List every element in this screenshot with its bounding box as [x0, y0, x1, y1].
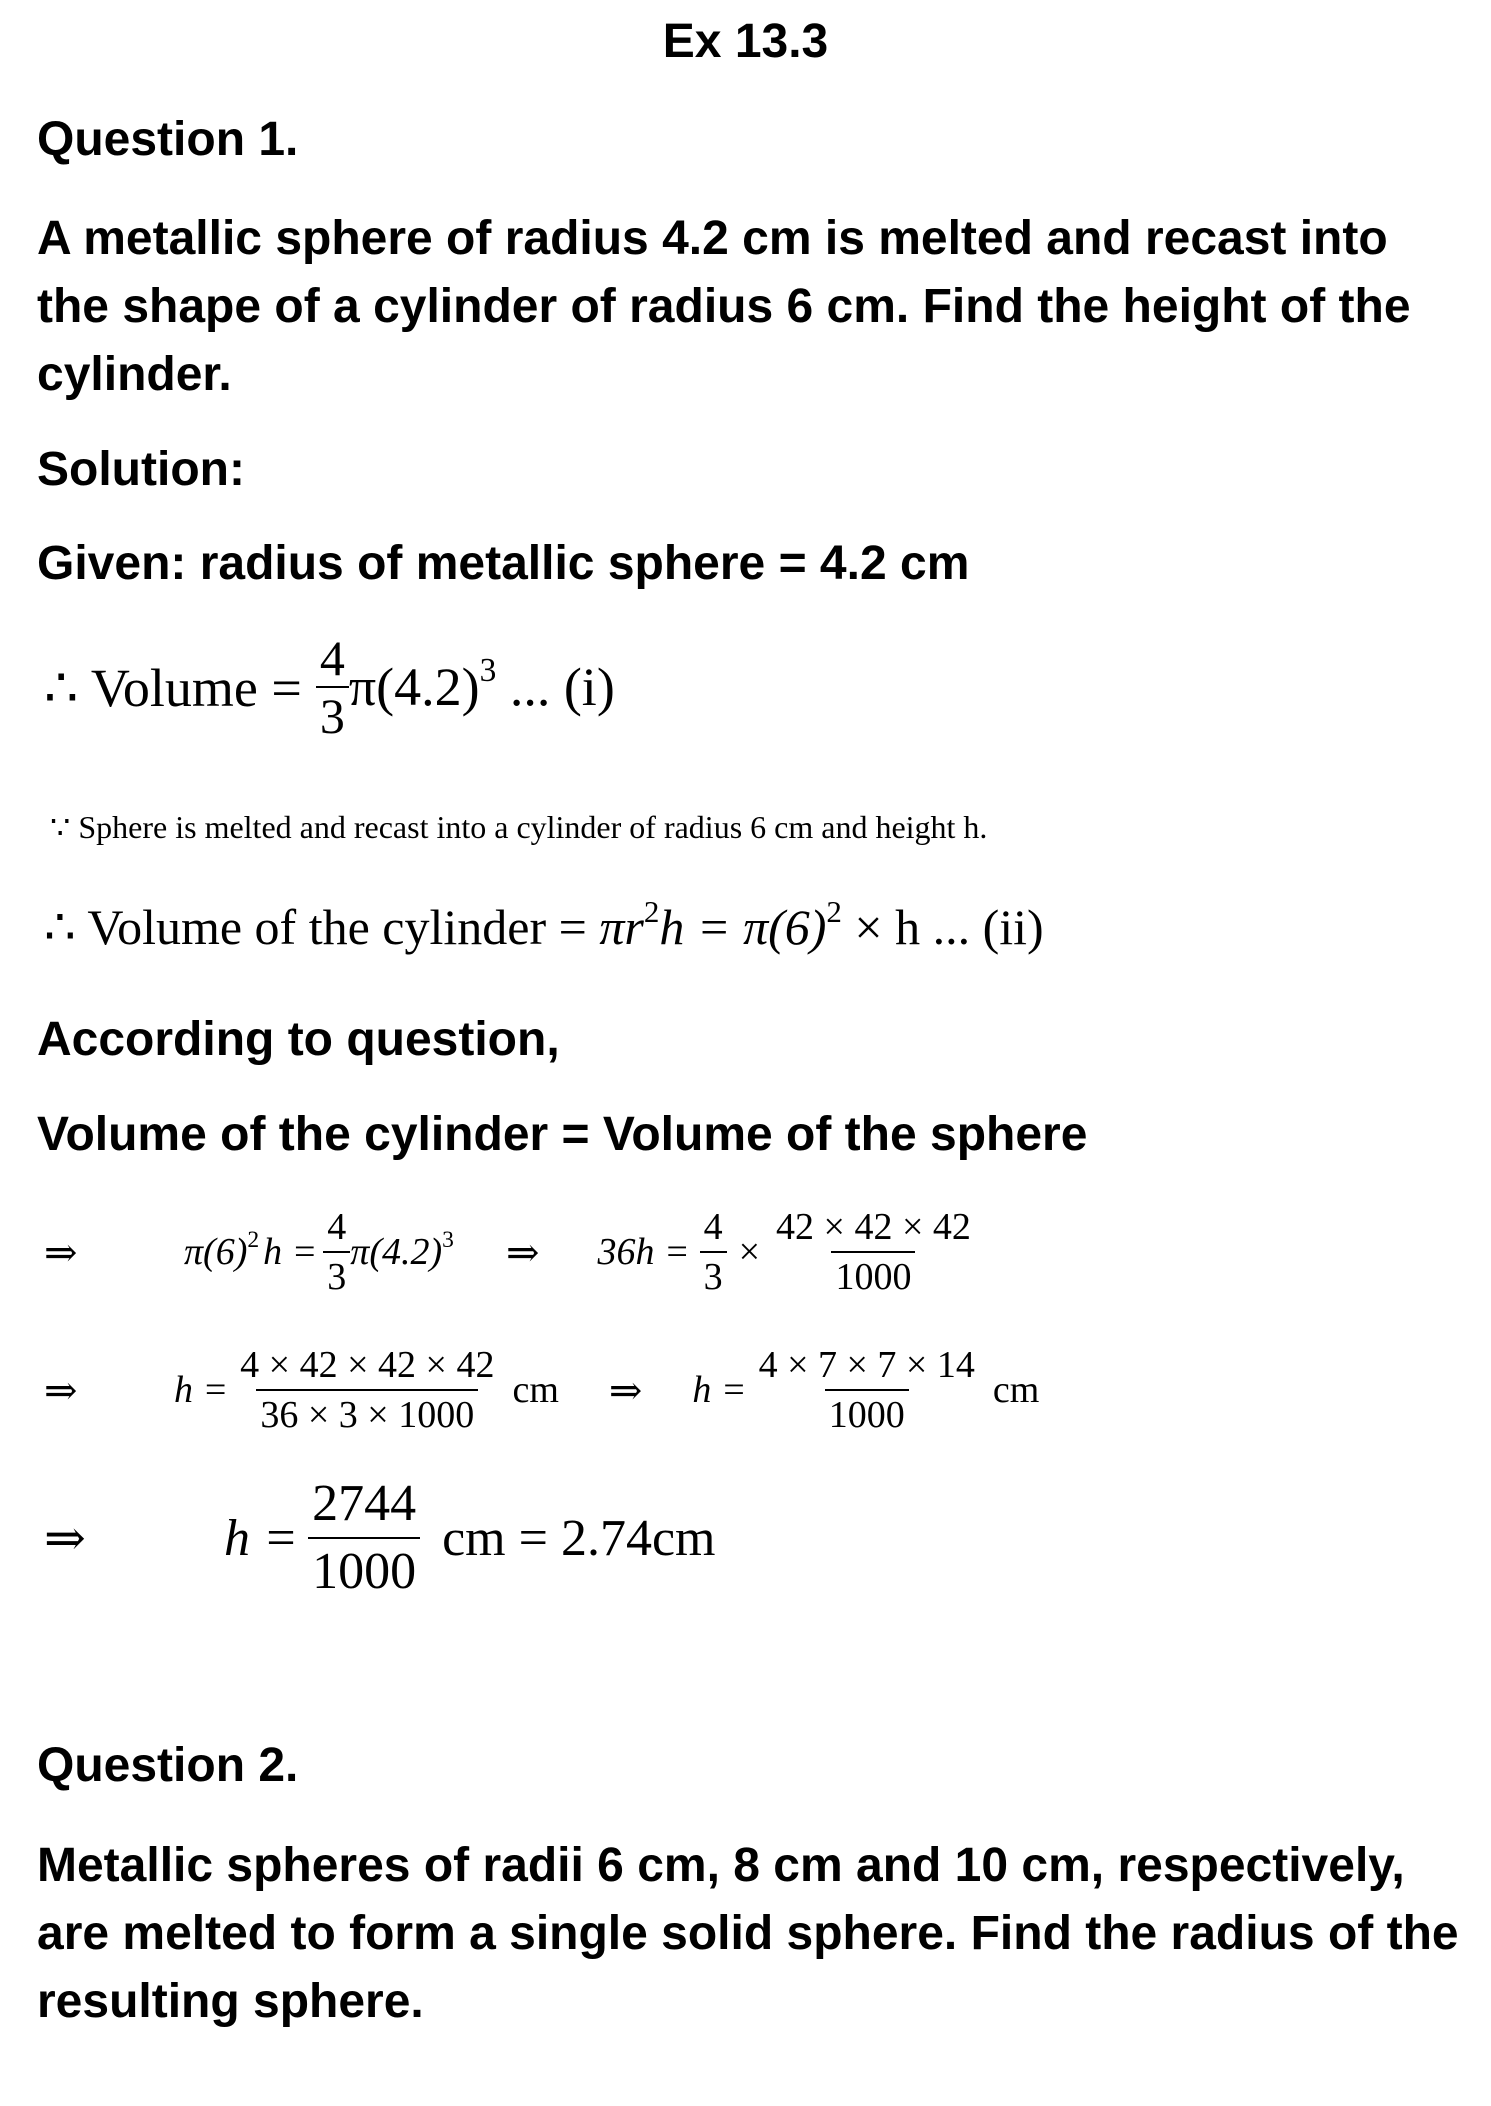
eq1-lead: ∴ Volume = — [44, 657, 302, 718]
step-2-row — [44, 1334, 1184, 1446]
eq2-exp-6: 2 — [826, 893, 842, 929]
according-statement: According to question, — [37, 1013, 560, 1066]
step-1-fraction-3-numerator: 42 × 42 × 42 — [776, 1206, 971, 1248]
step-2-arrow: ⇒ — [44, 1367, 78, 1413]
page-title: Ex 13.3 — [662, 15, 829, 68]
step-1-fraction-2-denominator: 3 — [700, 1251, 727, 1301]
equation-cylinder-volume — [44, 893, 1044, 956]
step-3-fraction — [308, 1471, 420, 1605]
step-2-lhs-2: h = — [692, 1369, 747, 1411]
solution-label: Solution: — [37, 443, 245, 496]
eq2-pi-r: πr — [599, 899, 644, 955]
step-1-fraction-3 — [772, 1203, 975, 1301]
step-1-times: × — [738, 1231, 761, 1273]
eq2-exp-r: 2 — [643, 893, 660, 929]
step-2-fraction-denominator: 36 × 3 × 1000 — [256, 1389, 478, 1439]
step-3-arrow: ⇒ — [44, 1510, 86, 1566]
step-1-rhs-exp: 3 — [442, 1226, 454, 1253]
step-2-unit-2: cm — [992, 1369, 1040, 1411]
step-1-fraction-2-numerator: 4 — [703, 1206, 723, 1248]
step-2-fraction-2 — [755, 1341, 979, 1439]
step-1-arrow: ⇒ — [44, 1229, 78, 1275]
because-statement: ∵ Sphere is melted and recast into a cylinder of radius 6 cm and height h. — [50, 809, 988, 845]
question-2-label: Question 2. — [37, 1739, 299, 1792]
step-2-fraction-2-denominator: 1000 — [825, 1389, 909, 1439]
volume-equality-statement: Volume of the cylinder = Volume of the sphere — [37, 1108, 1088, 1161]
equation-sphere-volume — [44, 630, 615, 744]
step-3-fraction-denominator: 1000 — [308, 1537, 420, 1605]
step-2-fraction-numerator: 4 × 42 × 42 × 42 — [240, 1344, 495, 1386]
step-1-lhs-h: h = — [263, 1231, 318, 1273]
step-1-rhs-base: π(4.2) — [350, 1231, 443, 1273]
step-2-unit: cm — [512, 1369, 559, 1411]
step-3-fraction-numerator: 2744 — [312, 1475, 417, 1532]
step-3-lhs: h = — [224, 1509, 299, 1567]
eq1-fraction-denominator: 3 — [316, 686, 349, 744]
step-1-fraction-2 — [700, 1203, 727, 1301]
eq1-fraction — [316, 630, 349, 744]
eq1-exponent: 3 — [479, 651, 497, 689]
step-1-fraction-3-denominator: 1000 — [831, 1251, 915, 1301]
question-1-text: A metallic sphere of radius 4.2 cm is melted and recast into the shape of a cylinder of radius 6 cm. Find the height of the cylinder. — [37, 212, 1411, 401]
step-1-lhs-exp: 2 — [247, 1226, 260, 1253]
question-2-text: Metallic spheres of radii 6 cm, 8 cm and 10 cm, respectively, are melted to form a single solid sphere. Find the radius of the resulting sphere. — [37, 1839, 1459, 2028]
step-1-rhs — [350, 1226, 454, 1274]
step-2-arrow-2: ⇒ — [608, 1367, 643, 1413]
step-2-lhs: h = — [174, 1369, 229, 1411]
eq2-h-eq: h = π(6) — [659, 899, 827, 955]
step-3-row — [44, 1468, 944, 1608]
step-1-fraction — [323, 1203, 350, 1301]
step-1-row — [44, 1196, 1144, 1308]
step-1-arrow-2: ⇒ — [505, 1229, 540, 1275]
eq1-pi-base: π(4.2) — [348, 657, 480, 717]
eq2-tail: × h ... (ii) — [841, 899, 1044, 955]
step-2-fraction-2-numerator: 4 × 7 × 7 × 14 — [758, 1344, 975, 1386]
step-1-fraction-numerator: 4 — [327, 1206, 347, 1248]
given-statement: Given: radius of metallic sphere = 4.2 cm — [37, 537, 970, 590]
step-1-lhs-base: π(6) — [184, 1231, 248, 1273]
eq2-lead: ∴ Volume of the cylinder = — [44, 899, 600, 955]
eq1-fraction-numerator: 4 — [319, 630, 345, 686]
step-1-fraction-denominator: 3 — [323, 1251, 350, 1301]
step-1-lhs — [184, 1226, 318, 1274]
step-2-fraction — [236, 1341, 498, 1439]
step-1-lhs-2: 36h = — [597, 1231, 690, 1273]
eq1-pi-term — [348, 651, 497, 718]
eq1-tag: ... (i) — [496, 657, 615, 717]
question-1-label: Question 1. — [37, 113, 299, 166]
step-3-result: cm = 2.74cm — [442, 1509, 716, 1567]
